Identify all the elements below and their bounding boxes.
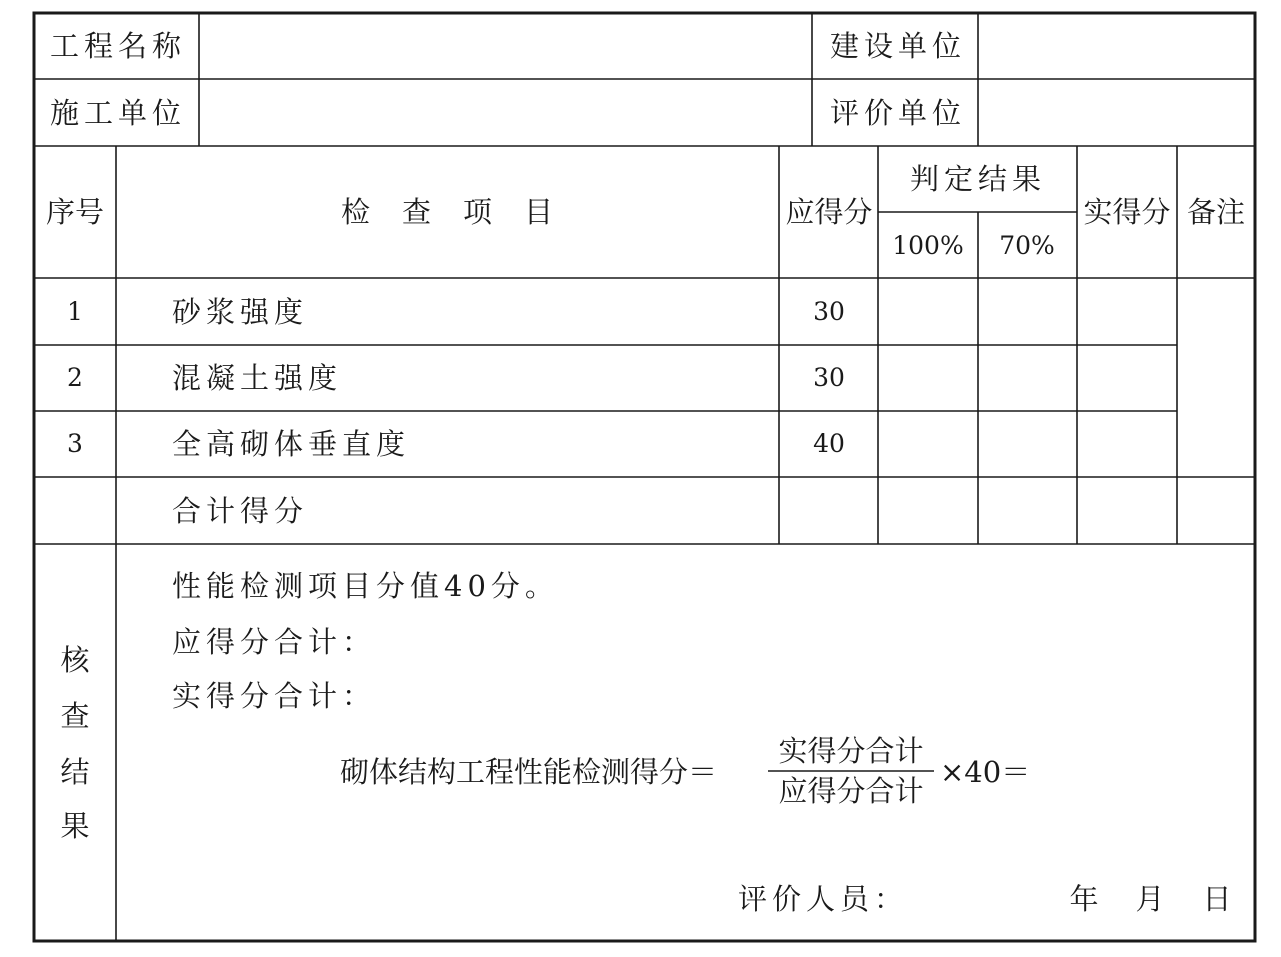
row-seq: 2 bbox=[67, 363, 83, 392]
row-item: 混凝土强度 bbox=[172, 361, 343, 395]
contractor-label: 施工单位 bbox=[50, 96, 187, 130]
formula-multiplier: ×40＝ bbox=[940, 755, 1031, 789]
evaluator-person-label: 评价人员： bbox=[738, 882, 909, 916]
project-name-label: 工程名称 bbox=[50, 29, 187, 63]
col-judgement: 判定结果 bbox=[909, 162, 1047, 196]
result-line-score-value: 性能检测项目分值40分。 bbox=[172, 569, 559, 603]
col-item: 检查项目 bbox=[340, 195, 586, 229]
result-label-char: 果 bbox=[60, 809, 90, 843]
col-remark: 备注 bbox=[1186, 195, 1246, 229]
row-due: 30 bbox=[813, 363, 845, 392]
col-pct-70: 70% bbox=[999, 231, 1055, 260]
date-month: 月 bbox=[1135, 882, 1165, 916]
formula-numerator: 实得分合计 bbox=[778, 734, 924, 768]
result-label-char: 核 bbox=[60, 643, 90, 677]
col-seq: 序号 bbox=[45, 195, 105, 229]
row-item: 全高砌体垂直度 bbox=[172, 427, 411, 461]
date-year: 年 bbox=[1069, 882, 1099, 916]
formula-denominator: 应得分合计 bbox=[778, 774, 924, 808]
col-due-score: 应得分 bbox=[785, 195, 873, 229]
row-due: 30 bbox=[813, 297, 845, 326]
formula-lhs: 砌体结构工程性能检测得分＝ bbox=[340, 755, 718, 789]
result-label-char: 结 bbox=[60, 755, 90, 789]
row-seq: 3 bbox=[67, 429, 83, 458]
result-line-actual-total: 实得分合计： bbox=[172, 679, 377, 713]
builder-label: 建设单位 bbox=[830, 29, 967, 63]
result-line-due-total: 应得分合计： bbox=[172, 625, 377, 659]
total-score-label: 合计得分 bbox=[172, 494, 309, 528]
row-seq: 1 bbox=[67, 297, 83, 326]
col-pct-100: 100% bbox=[892, 231, 964, 260]
result-label-char: 查 bbox=[60, 699, 90, 733]
evaluator-label: 评价单位 bbox=[830, 96, 967, 130]
col-actual-score: 实得分 bbox=[1083, 195, 1171, 229]
row-item: 砂浆强度 bbox=[172, 295, 309, 329]
row-due: 40 bbox=[813, 429, 845, 458]
date-day: 日 bbox=[1202, 882, 1232, 916]
